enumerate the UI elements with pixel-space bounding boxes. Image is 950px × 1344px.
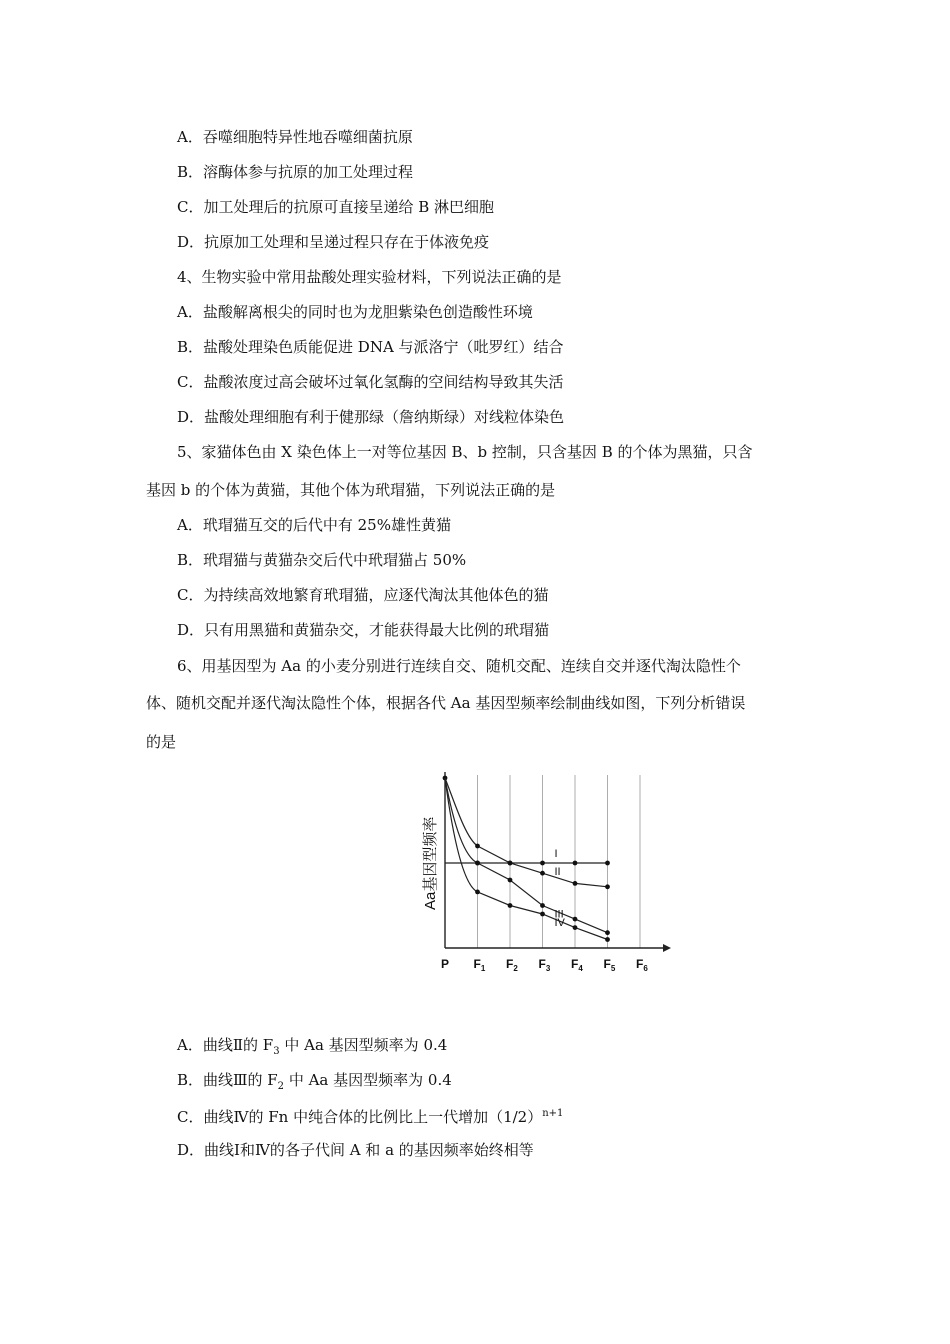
x-tick-label: $F_1$ — [473, 957, 486, 973]
q6-option-b-post: 中 Aa 基因型频率为 0.4 — [284, 1071, 452, 1089]
q6-option-b-sub: 2 — [277, 1081, 285, 1092]
series-I-point — [540, 861, 545, 866]
q3-option-c: C．加工处理后的抗原可直接呈递给 B 淋巴细胞 — [177, 198, 495, 216]
series-IV-point — [573, 925, 578, 930]
q3-option-b: B．溶酶体参与抗原的加工处理过程 — [177, 163, 414, 181]
q6-option-d: D．曲线Ⅰ和Ⅳ的各子代间 A 和 a 的基因频率始终相等 — [177, 1141, 534, 1159]
q6-stem-line1: 6、用基因型为 Aa 的小麦分别进行连续自交、随机交配、连续自交并逐代淘汰隐性个 — [177, 657, 741, 675]
series-IV-line — [445, 778, 608, 940]
series-I-point — [605, 861, 610, 866]
x-tick-label: $F_5$ — [603, 957, 616, 973]
q5-stem-line2: 基因 b 的个体为黄猫，其他个体为玳瑁猫，下列说法正确的是 — [146, 481, 556, 499]
q6-option-b-pre: B．曲线Ⅲ的 F — [177, 1071, 278, 1089]
series-label-III: III — [554, 908, 564, 921]
x-tick-label: $F_2$ — [506, 957, 518, 973]
q6-option-a-sub: 3 — [273, 1046, 280, 1057]
series-III-point — [573, 917, 578, 922]
series-label-IV: IV — [554, 917, 565, 929]
q4-stem: 4、生物实验中常用盐酸处理实验材料，下列说法正确的是 — [177, 268, 562, 286]
series-III-point — [605, 930, 610, 935]
q3-option-a: A．吞噬细胞特异性地吞噬细菌抗原 — [177, 128, 413, 146]
x-tick-label: P — [441, 957, 450, 971]
q6-option-c-sup: n+1 — [542, 1108, 564, 1119]
q4-option-c: C．盐酸浓度过高会破坏过氧化氢酶的空间结构导致其失活 — [177, 373, 564, 391]
q5-option-b: B．玳瑁猫与黄猫杂交后代中玳瑁猫占 50% — [177, 551, 467, 569]
q6-option-c-pre: C．曲线Ⅳ的 Fn 中纯合体的比例比上一代增加（1/2） — [177, 1108, 543, 1126]
x-tick-label: $F_4$ — [571, 957, 583, 973]
q4-option-d: D．盐酸处理细胞有利于健那绿（詹纳斯绿）对线粒体染色 — [177, 408, 565, 426]
q6-stem-line2: 体、随机交配并逐代淘汰隐性个体，根据各代 Aa 基因型频率绘制曲线如图，下列分析错误 — [146, 694, 746, 712]
q4-option-b: B．盐酸处理染色质能促进 DNA 与派洛宁（吡罗红）结合 — [177, 338, 564, 356]
series-II-point — [540, 871, 545, 876]
series-IV-point — [475, 890, 480, 895]
q5-stem-line1: 5、家猫体色由 X 染色体上一对等位基因 B、b 控制，只含基因 B 的个体为黑猫，只含 — [177, 443, 753, 461]
series-III-point — [508, 878, 513, 883]
series-II-line — [445, 778, 608, 887]
series-label-II: II — [554, 866, 561, 878]
series-II-point — [508, 861, 513, 866]
q6-option-a-post: 中 Aa 基因型频率为 0.4 — [279, 1036, 448, 1054]
q6-stem-line3: 的是 — [146, 733, 177, 751]
q5-option-d: D．只有用黑猫和黄猫杂交，才能获得最大比例的玳瑁猫 — [177, 621, 550, 639]
aa-frequency-chart — [405, 770, 685, 980]
q3-option-d: D．抗原加工处理和呈递过程只存在于体液免疫 — [177, 233, 490, 251]
series-III-point — [475, 861, 480, 866]
series-IV-point — [605, 937, 610, 942]
q4-option-a: A．盐酸解离根尖的同时也为龙胆紫染色创造酸性环境 — [177, 303, 533, 321]
q6-option-c — [177, 1104, 563, 1127]
series-II-point — [605, 884, 610, 889]
series-I-point — [573, 861, 578, 866]
series-II-point — [475, 844, 480, 849]
series-II-point — [573, 881, 578, 886]
q5-option-c: C．为持续高效地繁育玳瑁猫，应逐代淘汰其他体色的猫 — [177, 586, 549, 604]
x-tick-label: $F_3$ — [538, 957, 551, 973]
q6-option-a-pre: A．曲线Ⅱ的 F — [177, 1036, 274, 1054]
q6-option-a — [177, 1035, 447, 1062]
q5-option-a: A．玳瑁猫互交的后代中有 25%雄性黄猫 — [177, 516, 451, 534]
series-IV-point — [508, 903, 513, 908]
series-III-point — [540, 903, 545, 908]
x-axis-arrow — [663, 944, 671, 952]
q6-option-b — [177, 1070, 452, 1097]
series-IV-point — [540, 912, 545, 917]
y-axis-label: Aa基因型频率 — [422, 816, 439, 910]
series-label-I: I — [554, 848, 558, 860]
x-tick-label: $F_6$ — [636, 957, 648, 973]
